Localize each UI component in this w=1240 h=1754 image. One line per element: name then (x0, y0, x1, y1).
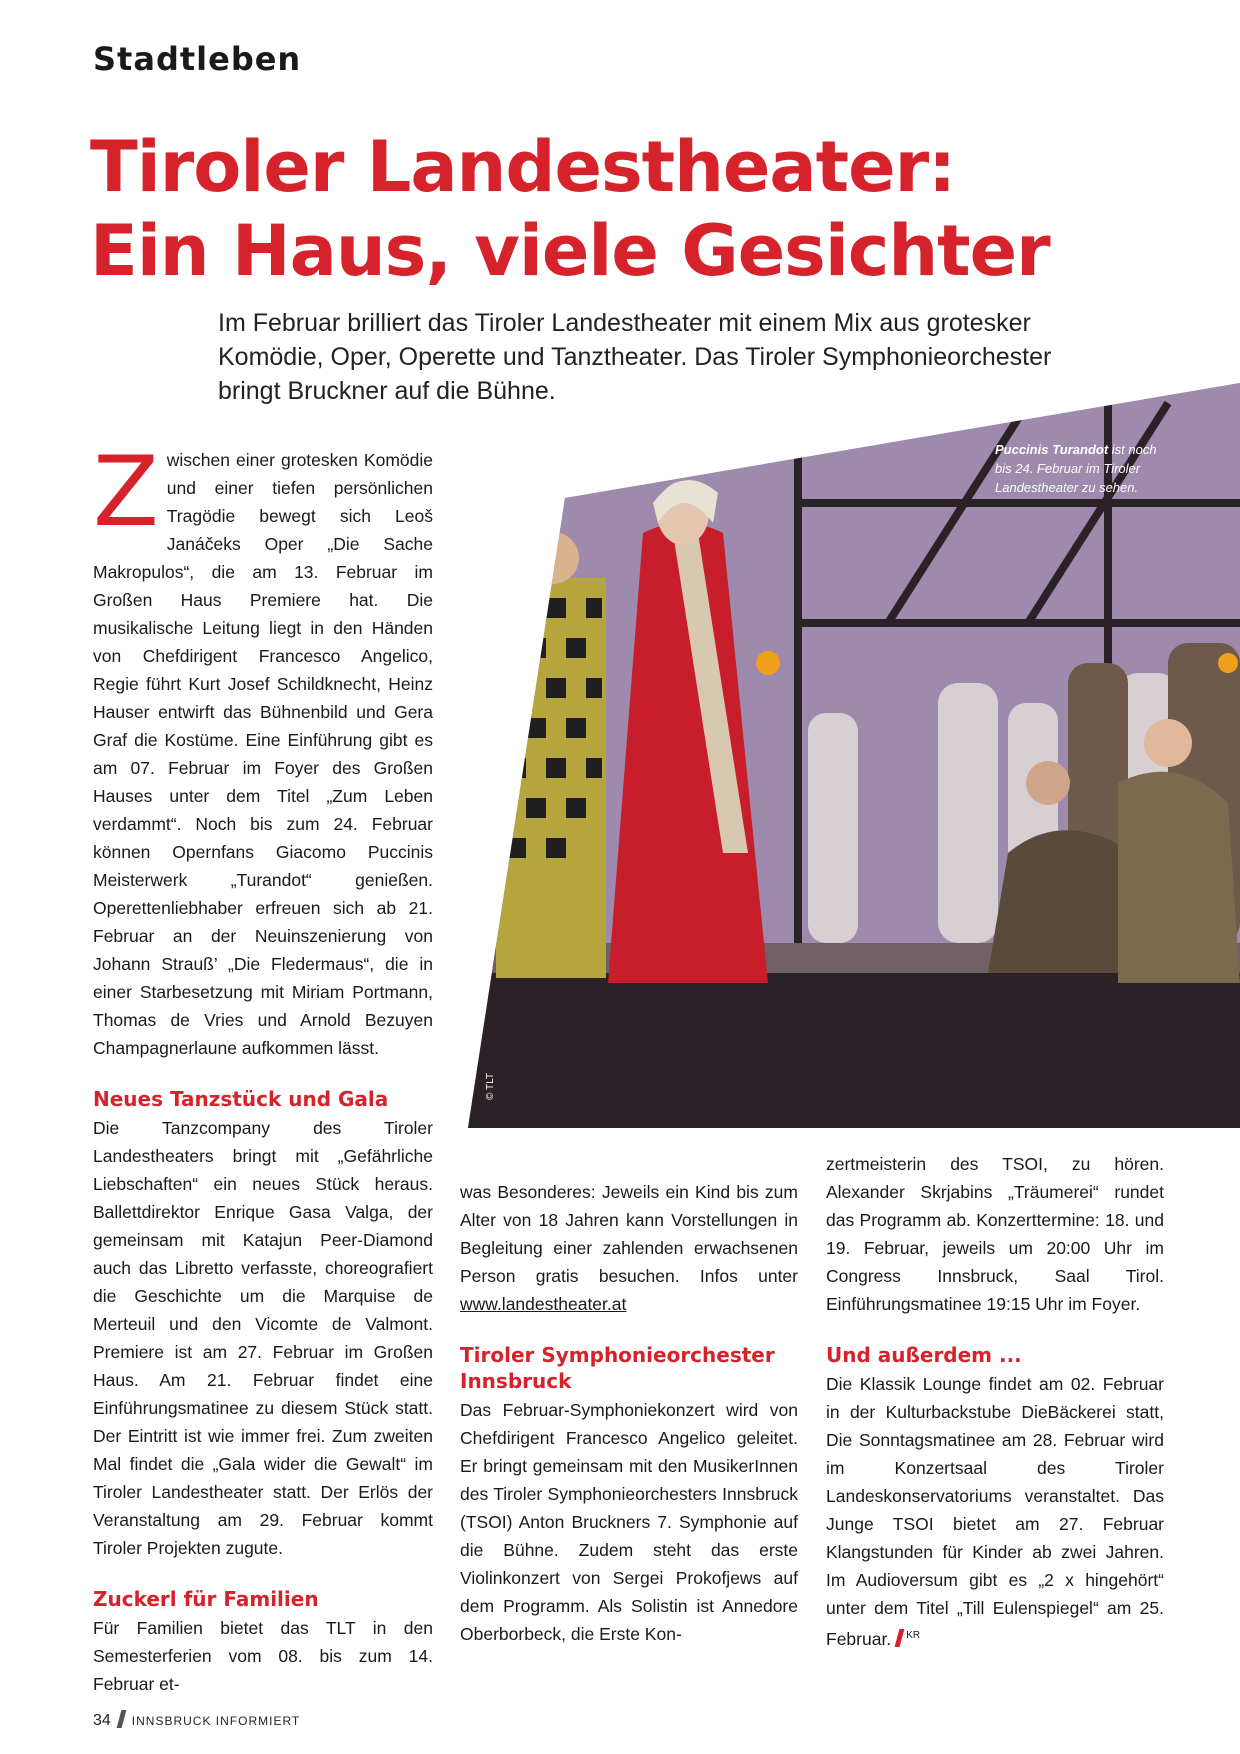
intro-text: wischen einer grotesken Komödie und einer tiefen persönlichen Tragödie bewegt sich Leoš Janáčeks Oper „Die Sache Makropulos“, die am 13. Februar im Großen Haus Premiere hat. Die musikalische Leitung liegt in den Händen von Chefdirigent Francesco Angelico, Regie führt Kurt Josef Schildknecht, Heinz Hauser entwirft das Bühnenbild und Gera Graf die Kostüme. Eine Einführung gibt es am 07. Februar im Foyer des Großen Hauses unter dem Titel „Zum Leben verdammt“. Noch bis zum 24. Februar können Opernfans Giacomo Puccinis Meisterwerk „Turandot“ genießen. Operettenliebhaber erfreuen sich ab 21. Februar an der Neuinszenierung von Johann Strauß’ „Die Fledermaus“, die in einer Starbesetzung mit Miriam Portmann, Thomas de Vries und Arnold Bezuyen Champagnerlaune aufkommen lässt. (93, 450, 433, 1058)
author-initials: KR (906, 1630, 921, 1641)
photo-caption-bold: Puccinis Turandot (995, 442, 1109, 457)
lead-paragraph (218, 306, 1052, 408)
publication-name: INNSBRUCK INFORMIERT (131, 1714, 301, 1728)
column-3 (826, 1150, 1164, 1653)
lead-line-3: bringt Bruckner auf die Bühne. (218, 377, 556, 405)
end-mark-icon (895, 1629, 905, 1647)
headline (90, 125, 1050, 293)
section-label: Stadtleben (93, 40, 302, 78)
intro-paragraph (93, 436, 433, 1062)
photo-caption-text: ist noch bis 24. Februar im Tiroler Landestheater zu sehen. (995, 442, 1157, 495)
ausserdem-paragraph (826, 1370, 1164, 1653)
column-2 (460, 1178, 798, 1648)
photo-credit: © TLT (485, 1072, 496, 1100)
drop-cap: Z (93, 436, 159, 548)
landestheater-link[interactable]: www.landestheater.at (460, 1294, 627, 1314)
tsoi-paragraph-end: zertmeisterin des TSOI, zu hören. Alexander Skrjabins „Träumerei“ rundet das Programm ab. Konzerttermine: 18. und 19. Februar, jeweils um 20:00 Uhr im Congress Innsbruck, Saal Tirol. Einführungsmatinee 19:15 Uhr im Foyer. (826, 1154, 1164, 1314)
lead-line-1: Im Februar brilliert das Tiroler Landestheater mit einem Mix aus grotesker (218, 309, 1031, 337)
tsoi-paragraph-start: Das Februar-Symphoniekonzert wird von Chefdirigent Francesco Angelico geleitet. Er bringt gemeinsam mit den MusikerInnen des Tiroler Symphonieorchesters Innsbruck (TSOI) Anton Bruckners 7. Symphonie auf die Bühne. Zudem steht das erste Violinkonzert von Sergei Prokofjews auf dem Programm. Als Solistin ist Annedore Oberborbeck, die Erste Kon- (460, 1400, 798, 1644)
familien-paragraph-end (460, 1178, 798, 1318)
page-number: 34 (93, 1712, 111, 1729)
familien-text: was Besonderes: Jeweils ein Kind bis zum Alter von 18 Jahren kann Vorstellungen in Begleitung einer zahlenden erwachsenen Person gratis besuchen. Infos unter (460, 1182, 798, 1286)
headline-line-1: Tiroler Landestheater: (90, 126, 956, 208)
photo-caption (995, 440, 1175, 497)
subhead-tanz: Neues Tanzstück und Gala (93, 1087, 389, 1111)
column-1 (93, 436, 433, 1698)
familien-paragraph-start: Für Familien bietet das TLT in den Semesterferien vom 08. bis zum 14. Februar et- (93, 1618, 433, 1694)
page-footer (93, 1710, 300, 1730)
subhead-tsoi: Tiroler Symphonieorchester Innsbruck (460, 1343, 775, 1393)
subhead-familien: Zuckerl für Familien (93, 1587, 319, 1611)
headline-line-2: Ein Haus, viele Gesichter (90, 210, 1050, 292)
lead-line-2: Komödie, Oper, Operette und Tanztheater. Das Tiroler Symphonieorchester (218, 343, 1052, 371)
slash-icon (116, 1710, 126, 1728)
ausserdem-text: Die Klassik Lounge findet am 02. Februar in der Kulturbackstube DieBäckerei statt, Die Sonntagsmatinee am 28. Februar wird im Konzertsaal des Tiroler Landeskonservatoriums veranstaltet. Das Junge TSOI bietet am 27. Februar Klangstunden für Kinder ab zwei Jahren. Im Audioversum gibt es „2 x hingehört“ unter dem Titel „Till Eulenspiegel“ am 25. Februar. (826, 1374, 1164, 1649)
subhead-ausserdem: Und außerdem ... (826, 1343, 1022, 1367)
tanz-paragraph: Die Tanzcompany des Tiroler Landestheaters bringt mit „Gefährliche Liebschaften“ ein neues Stück heraus. Ballettdirektor Enrique Gasa Valga, der gemeinsam mit Katajun Peer-Diamond auch das Libretto verfasste, choreografiert die Geschichte um die Marquise de Merteuil und den Vicomte de Valmont. Premiere ist am 27. Februar im Großen Haus. Am 21. Februar findet eine Einführungsmatinee zu diesem Stück statt. Der Eintritt ist wie immer frei. Zum zweiten Mal findet die „Gala wider die Gewalt“ im Tiroler Landestheater statt. Der Erlös der Veranstaltung am 29. Februar kommt Tiroler Projekten zugute. (93, 1118, 433, 1558)
